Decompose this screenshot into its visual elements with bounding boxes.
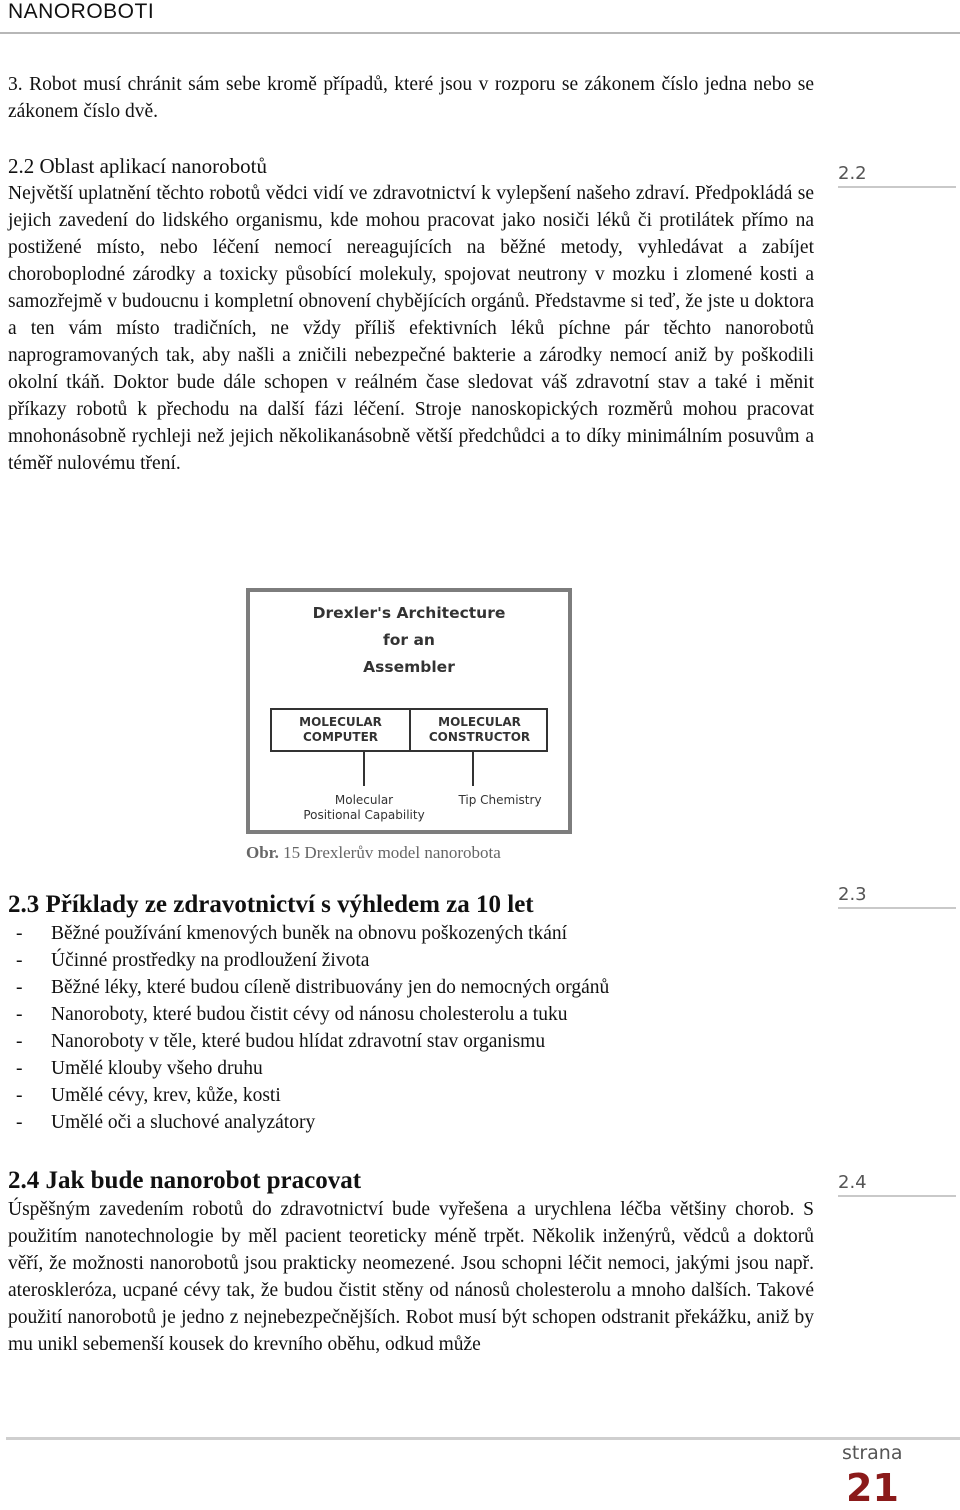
figure-title	[250, 600, 568, 681]
list-item-text: Umělé oči a sluchové analyzátory	[51, 1112, 316, 1133]
section-2-4-heading: 2.4 Jak bude nanorobot pracovat	[8, 1167, 362, 1194]
section-2-3-list	[8, 920, 814, 1136]
section-2-3	[8, 890, 814, 1136]
list-item-text: Umělé cévy, krev, kůže, kosti	[51, 1085, 281, 1106]
molecular-computer-line-2: COMPUTER	[302, 730, 379, 744]
molecular-constructor-line-1: MOLECULAR	[438, 715, 521, 729]
section-2-2-heading: 2.2 Oblast aplikací nanorobotů	[8, 154, 267, 178]
intro-paragraph	[8, 71, 814, 125]
figure-caption	[246, 843, 501, 863]
figure-title-line-2: for an	[383, 631, 435, 649]
figure-title-line-1: Drexler's Architecture	[312, 604, 506, 622]
section-2-3-heading: 2.3 Příklady ze zdravotnictví s výhledem za 10 let	[8, 891, 534, 918]
section-2-4-paragraph: Úspěšným zavedením robotů do zdravotnictví bude vyřešena a urychlena léčba většiny chorob. S použitím nanotechnologie by měl pacient teoreticky méně trpět. Několik inženýrů, vědců a doktorů věří, že možnosti nanorobotů jsou prakticky neomezené. Jsou schopni léčit nemoci, jakými jsou např. ateroskleróza, ucpané cévy tak, že budou čistit stěny od nánosů cholesterolu a mnoho dalších. Takové použití nanorobotů je jedno z nejnebezpečnějších. Robot musí být schopen odstranit překážku, aniž by mu unikl sebemenší kousek do krevního oběhu, odkud může	[8, 1199, 814, 1355]
running-header: NANOROBOTI	[8, 0, 155, 23]
figure-title-line-3: Assembler	[363, 658, 455, 676]
section-2-2-paragraph: Největší uplatnění těchto robotů vědci vidí ve zdravotnictví k vylepšení našeho zdraví. Předpokládá se jejich zavedení do lidského organismu, kde mohou pracovat jako nosiči léků či protilátek přímo na postižené místo, nebo léčení nemocí nereagujících na běžné metody, vyhledávat a zabíjet choroboplodné zárodky a toxicky působící molekuly, spojovat neutrony v mozku i zlomené kosti a samozřejmě v budoucnu i kompletní obnovení chybějících orgánů. Představme si teď, že jste u doktora a ten vám místo tradičních, ne vždy příliš efektivních léků píchne pár těchto nanorobotů naprogramovaných tak, aby našli a zničili nebezpečné bakterie a zárodky nemocí aniž by poškodili okolní tkáň. Doktor bude dále schopen v reálném čase sledovat váš zdravotní stav a také i měnit příkazy robotů k přechodu na další fázi léčení. Stroje nanoskopických rozměrů mohou pracovat mnohonásobně rychleji než jejich několikanásobně větší předchůdci a to díky minimálním posuvům a téměř nulovému tření.	[8, 183, 814, 474]
caption-text: 15 Drexlerův model nanorobota	[278, 843, 501, 862]
margin-label-2-4: 2.4	[838, 1172, 956, 1197]
list-item-text: Běžné používání kmenových buněk na obnovu poškozených tkání	[51, 923, 568, 944]
label-left-line-1: Molecular	[334, 793, 394, 807]
margin-label-2-2: 2.2	[838, 163, 956, 188]
list-item-text: Nanoroboty, které budou čistit cévy od nánosu cholesterolu a tuku	[51, 1004, 568, 1025]
label-left-line-2: Positional Capability	[303, 808, 425, 822]
list-item: - Umělé cévy, krev, kůže, kosti	[16, 1085, 281, 1106]
list-item: - Nanoroboty, které budou čistit cévy od nánosu cholesterolu a tuku	[16, 1004, 568, 1025]
label-tip-chemistry: Tip Chemistry	[458, 793, 542, 807]
list-item-text: Běžné léky, které budou cíleně distribuovány jen do nemocných orgánů	[51, 977, 610, 998]
list-item: - Běžné používání kmenových buněk na obnovu poškozených tkání	[16, 923, 568, 944]
intro-text: 3. Robot musí chránit sám sebe kromě případů, které jsou v rozporu se zákonem číslo jedna nebo se zákonem číslo dvě.	[8, 74, 814, 122]
footer-divider	[6, 1437, 960, 1440]
list-item-text: Účinné prostředky na prodloužení života	[51, 950, 370, 971]
list-item: - Nanoroboty v těle, které budou hlídat zdravotní stav organismu	[16, 1031, 546, 1052]
label-positional-capability	[284, 793, 444, 823]
list-item: - Umělé oči a sluchové analyzátory	[16, 1112, 316, 1133]
header-divider	[0, 32, 960, 34]
connector-line-left	[363, 752, 365, 786]
molecular-computer-cell	[272, 715, 409, 745]
list-item: - Běžné léky, které budou cíleně distribuovány jen do nemocných orgánů	[16, 977, 610, 998]
margin-label-2-3: 2.3	[838, 884, 956, 909]
molecular-computer-line-1: MOLECULAR	[299, 715, 382, 729]
drexler-architecture-figure	[246, 588, 572, 834]
figure-box	[270, 708, 548, 752]
list-item: - Účinné prostředky na prodloužení života	[16, 950, 370, 971]
molecular-constructor-cell	[411, 715, 548, 745]
footer-page-label: strana	[842, 1442, 903, 1464]
molecular-constructor-line-2: CONSTRUCTOR	[428, 730, 531, 744]
section-2-2	[8, 153, 814, 477]
page-number: 21	[846, 1466, 899, 1510]
section-2-4	[8, 1166, 814, 1358]
caption-prefix: Obr.	[246, 843, 279, 862]
list-item-text: Umělé klouby všeho druhu	[51, 1058, 263, 1079]
connector-line-right	[472, 752, 474, 786]
list-item-text: Nanoroboty v těle, které budou hlídat zdravotní stav organismu	[51, 1031, 546, 1052]
list-item: - Umělé klouby všeho druhu	[16, 1058, 263, 1079]
